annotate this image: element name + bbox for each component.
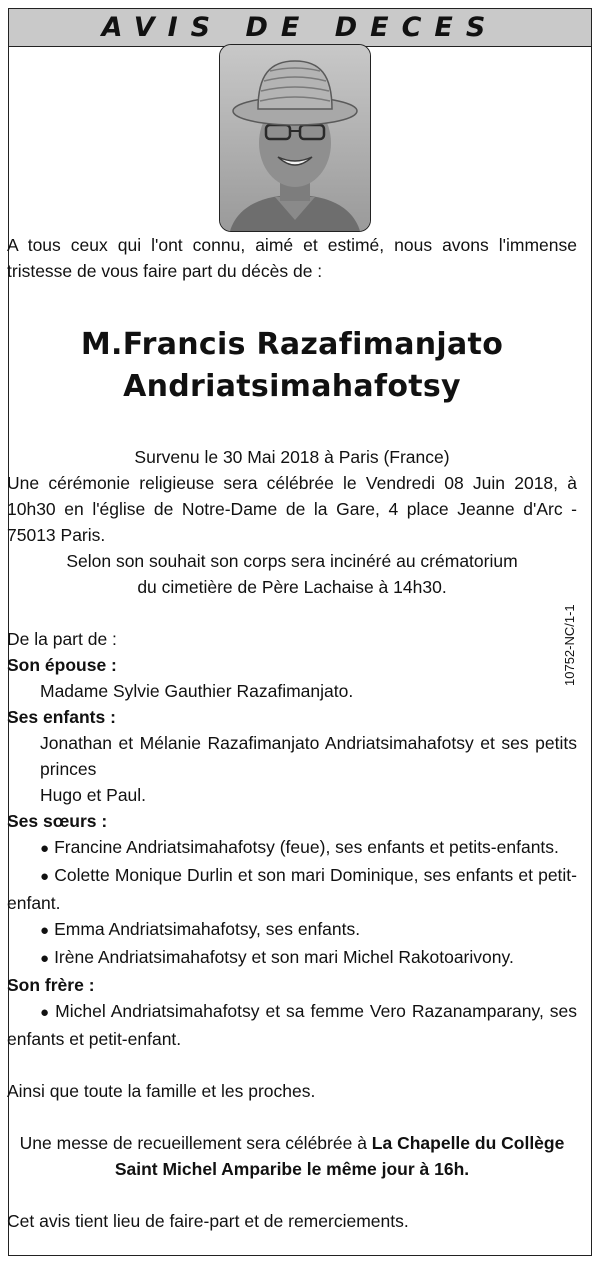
cremation-text-2: du cimetière de Père Lachaise à 14h30.: [137, 577, 447, 597]
sister-text: Emma Andriatsimahafotsy, ses enfants.: [54, 919, 361, 939]
relatives-text: Ainsi que toute la famille et les proches.: [7, 1081, 316, 1101]
cremation-text-1: Selon son souhait son corps sera incinéré au crématorium: [66, 551, 518, 571]
ceremony-text: Une cérémonie religieuse sera célébrée le Vendredi 08 Juin 2018, à 10h30 en l'église de Notre-Dame de la Gare, 4 place Jeanne d'Arc - 75013 Paris.: [7, 473, 577, 545]
brother-item: [7, 998, 577, 1052]
brother-label: Son frère :: [7, 975, 95, 995]
sister-item: [7, 862, 577, 916]
sisters-label: Ses sœurs :: [7, 811, 108, 831]
death-date-text: Survenu le 30 Mai 2018 à Paris (France): [134, 447, 450, 467]
spouse-name: Madame Sylvie Gauthier Razafimanjato.: [40, 681, 354, 701]
sister-text: Irène Andriatsimahafotsy et son mari Michel Rakotoarivony.: [54, 947, 514, 967]
sister-text: Colette Monique Durlin et son mari Dominique, ses enfants et petit-enfant.: [7, 865, 577, 913]
notice-header: [9, 9, 591, 47]
mass-text-location: La Chapelle du Collège Saint Michel Amparibe le même jour à 16h.: [114, 1133, 565, 1179]
sister-item: [7, 916, 577, 944]
brother-text: Michel Andriatsimahafotsy et sa femme Vero Razanamparany, ses enfants et petit-enfant.: [7, 1001, 578, 1049]
notice-title: AVIS DE DECES: [101, 12, 499, 43]
deceased-name-line-2: Andriatsimahafotsy: [123, 369, 461, 404]
de-la-part-text: De la part de :: [7, 629, 117, 649]
mass-text: [7, 1130, 577, 1182]
spouse-label: Son épouse :: [7, 655, 117, 675]
children-text-2: Hugo et Paul.: [40, 785, 147, 805]
reference-code: 10752-NC/1-1: [562, 604, 577, 686]
sister-item: [7, 834, 577, 862]
intro-text: A tous ceux qui l'ont connu, aimé et estimé, nous avons l'immense tristesse de vous faire part du décès de :: [7, 235, 577, 281]
sister-item: [7, 944, 577, 972]
deceased-name: [7, 324, 577, 408]
bullet-icon: ●: [40, 950, 50, 967]
bullet-icon: ●: [40, 868, 50, 885]
bullet-icon: ●: [40, 840, 50, 857]
children-text-1: Jonathan et Mélanie Razafimanjato Andriatsimahafotsy et ses petits princes: [40, 733, 577, 779]
portrait-photo: [219, 44, 371, 232]
bullet-icon: ●: [40, 922, 50, 939]
deceased-name-line-1: M.Francis Razafimanjato: [80, 327, 504, 362]
mass-text-regular: Une messe de recueillement sera célébrée à: [19, 1133, 367, 1153]
sister-text: Francine Andriatsimahafotsy (feue), ses enfants et petits-enfants.: [54, 837, 559, 857]
notice-body: [7, 232, 577, 1234]
footer-text: Cet avis tient lieu de faire-part et de remerciements.: [7, 1211, 409, 1231]
children-label: Ses enfants :: [7, 707, 116, 727]
bullet-icon: ●: [40, 1004, 51, 1021]
